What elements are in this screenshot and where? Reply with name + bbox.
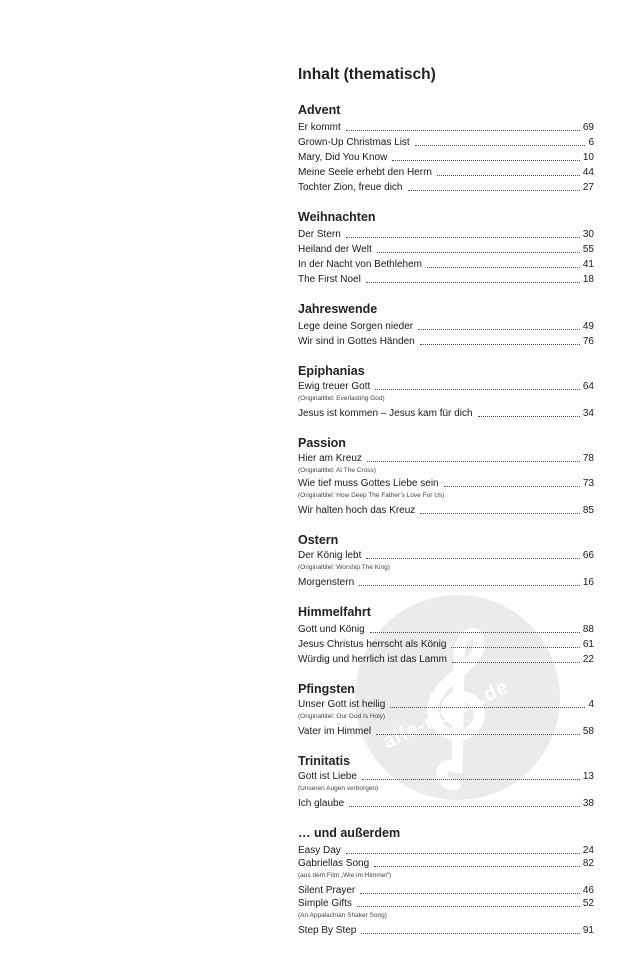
entry-title: Heiland der Welt [298, 243, 372, 255]
entry-page-number: 69 [582, 121, 594, 133]
dot-leader [367, 461, 580, 462]
entry-page-number: 41 [582, 258, 594, 270]
entry-title: Mary, Did You Know [298, 151, 388, 163]
toc-entry[interactable] [298, 135, 594, 150]
entry-page-number: 88 [582, 623, 594, 635]
watermark-text: alle-noten.de [379, 675, 513, 754]
entry-page-number: 82 [582, 857, 594, 869]
entry-page-number: 38 [582, 797, 594, 809]
entry-page-number: 6 [588, 136, 594, 148]
toc-section [298, 435, 594, 518]
toc-entry[interactable] [298, 652, 594, 667]
entry-title: Tochter Zion, freue dich [298, 181, 403, 193]
entry-title: Der Stern [298, 228, 341, 240]
toc-entry[interactable] [298, 796, 594, 811]
entry-note: (Originaltitel: At The Cross) [298, 467, 376, 474]
toc-entry[interactable] [298, 150, 594, 165]
entry-title: Gott und König [298, 623, 365, 635]
entry-title: Lege deine Sorgen nieder [298, 320, 414, 332]
toc-entry[interactable] [298, 319, 594, 334]
dot-leader [360, 893, 580, 894]
entry-page-number: 44 [582, 166, 594, 178]
dot-leader [374, 866, 580, 867]
dot-leader [392, 160, 580, 161]
entry-page-number: 18 [582, 273, 594, 285]
toc-entry[interactable] [298, 242, 594, 257]
section-heading: Himmelfahrt [298, 605, 371, 619]
dot-leader [366, 282, 580, 283]
section-heading: Weihnachten [298, 210, 376, 224]
entry-page-number: 34 [582, 407, 594, 419]
toc-entry[interactable] [298, 858, 594, 871]
entry-page-number: 16 [582, 576, 594, 588]
page-title: Inhalt (thematisch) [298, 66, 436, 83]
toc-section [298, 753, 594, 811]
entry-page-number: 61 [582, 638, 594, 650]
entry-page-number: 13 [582, 770, 594, 782]
toc-entry[interactable] [298, 272, 594, 287]
entry-note: (Originaltitel: Our God Is Holy) [298, 713, 386, 720]
entry-title: Silent Prayer [298, 884, 356, 896]
entry-title: Ewig treuer Gott [298, 380, 371, 392]
entry-page-number: 64 [582, 380, 594, 392]
section-heading: Advent [298, 103, 341, 117]
entry-title: In der Nacht von Bethlehem [298, 258, 422, 270]
dot-leader [366, 558, 580, 559]
dot-leader [427, 267, 580, 268]
dot-leader [357, 906, 580, 907]
toc-entry[interactable] [298, 699, 594, 712]
section-heading: Epiphanias [298, 364, 365, 378]
dot-leader [376, 734, 580, 735]
toc-section [298, 363, 594, 421]
toc-entry[interactable] [298, 257, 594, 272]
toc-entry[interactable] [298, 180, 594, 195]
toc-entry[interactable] [298, 453, 594, 466]
dot-leader [452, 662, 580, 663]
entry-note: (Unseren Augen verborgen) [298, 785, 379, 792]
dot-leader [437, 175, 580, 176]
toc-entry[interactable] [298, 898, 594, 911]
dot-leader [420, 513, 580, 514]
toc-entry[interactable] [298, 724, 594, 739]
entry-page-number: 76 [582, 335, 594, 347]
toc-entry[interactable] [298, 165, 594, 180]
dot-leader [415, 145, 586, 146]
entry-title: Vater im Himmel [298, 725, 372, 737]
toc-entry[interactable] [298, 120, 594, 135]
toc-entry[interactable] [298, 923, 594, 938]
dot-leader [478, 416, 580, 417]
entry-title: Jesus Christus herrscht als König [298, 638, 447, 650]
dot-leader [451, 647, 579, 648]
entry-page-number: 27 [582, 181, 594, 193]
entry-title: Hier am Kreuz [298, 452, 362, 464]
toc-entry[interactable] [298, 550, 594, 563]
entry-title: Morgenstern [298, 576, 355, 588]
dot-leader [370, 632, 580, 633]
toc-entry[interactable] [298, 575, 594, 590]
dot-leader [349, 806, 580, 807]
toc-section [298, 209, 594, 287]
dot-leader [408, 190, 580, 191]
toc-entry[interactable] [298, 334, 594, 349]
dot-leader [390, 707, 585, 708]
entry-page-number: 55 [582, 243, 594, 255]
entry-title: Meine Seele erhebt den Herrn [298, 166, 432, 178]
toc-entry[interactable] [298, 503, 594, 518]
entry-page-number: 22 [582, 653, 594, 665]
entry-title: Unser Gott ist heilig [298, 698, 386, 710]
toc-section [298, 102, 594, 195]
toc-entry[interactable] [298, 622, 594, 637]
dot-leader [346, 130, 580, 131]
entry-note: (Originaltitel: How Deep The Father’s Love For Us) [298, 492, 445, 499]
entry-note: (An Appalachian Shaker Song) [298, 912, 387, 919]
dot-leader [346, 237, 580, 238]
entry-note: (aus dem Film „Wie im Himmel“) [298, 872, 392, 879]
dot-leader [444, 486, 580, 487]
entry-title: Simple Gifts [298, 897, 352, 909]
entry-title: The First Noel [298, 273, 361, 285]
entry-title: Jesus ist kommen – Jesus kam für dich [298, 407, 473, 419]
entry-title: Grown-Up Christmas List [298, 136, 410, 148]
section-heading: Pfingsten [298, 682, 355, 696]
entry-page-number: 46 [582, 884, 594, 896]
entry-page-number: 78 [582, 452, 594, 464]
toc-section [298, 301, 594, 349]
entry-title: Gabriellas Song [298, 857, 370, 869]
entry-title: Würdig und herrlich ist das Lamm [298, 653, 447, 665]
entry-title: Ich glaube [298, 797, 345, 809]
toc-section [298, 604, 594, 667]
dot-leader [361, 933, 580, 934]
toc-section [298, 532, 594, 590]
section-heading: … und außerdem [298, 826, 401, 840]
entry-page-number: 52 [582, 897, 594, 909]
entry-title: Easy Day [298, 844, 341, 856]
toc-section [298, 825, 594, 938]
entry-page-number: 85 [582, 504, 594, 516]
entry-title: Gott ist Liebe [298, 770, 357, 782]
section-heading: Trinitatis [298, 754, 351, 768]
entry-page-number: 30 [582, 228, 594, 240]
toc-sections [298, 102, 594, 938]
entry-title: Step By Step [298, 924, 357, 936]
entry-note: (Originaltitel: Worship The King) [298, 564, 390, 571]
dot-leader [420, 344, 580, 345]
entry-page-number: 4 [588, 698, 594, 710]
entry-title: Der König lebt [298, 549, 362, 561]
entry-page-number: 91 [582, 924, 594, 936]
toc-entry[interactable] [298, 227, 594, 242]
entry-title: Wir halten hoch das Kreuz [298, 504, 416, 516]
toc-entry[interactable] [298, 771, 594, 784]
entry-page-number: 10 [582, 151, 594, 163]
entry-page-number: 66 [582, 549, 594, 561]
dot-leader [375, 389, 580, 390]
dot-leader [418, 329, 580, 330]
entry-note: (Originaltitel: Everlasting God) [298, 395, 385, 402]
entry-title: Wir sind in Gottes Händen [298, 335, 415, 347]
toc-section [298, 681, 594, 739]
dot-leader [362, 779, 580, 780]
section-heading: Passion [298, 436, 346, 450]
dot-leader [359, 585, 580, 586]
toc-entry[interactable] [298, 381, 594, 394]
entry-page-number: 73 [582, 477, 594, 489]
toc-entry[interactable] [298, 478, 594, 491]
table-of-contents [298, 66, 594, 952]
entry-page-number: 58 [582, 725, 594, 737]
toc-entry[interactable] [298, 406, 594, 421]
entry-title: Wie tief muss Gottes Liebe sein [298, 477, 439, 489]
entry-page-number: 24 [582, 844, 594, 856]
entry-page-number: 49 [582, 320, 594, 332]
toc-entry[interactable] [298, 637, 594, 652]
dot-leader [346, 853, 580, 854]
dot-leader [377, 252, 580, 253]
entry-title: Er kommt [298, 121, 341, 133]
section-heading: Jahreswende [298, 302, 378, 316]
section-heading: Ostern [298, 533, 339, 547]
